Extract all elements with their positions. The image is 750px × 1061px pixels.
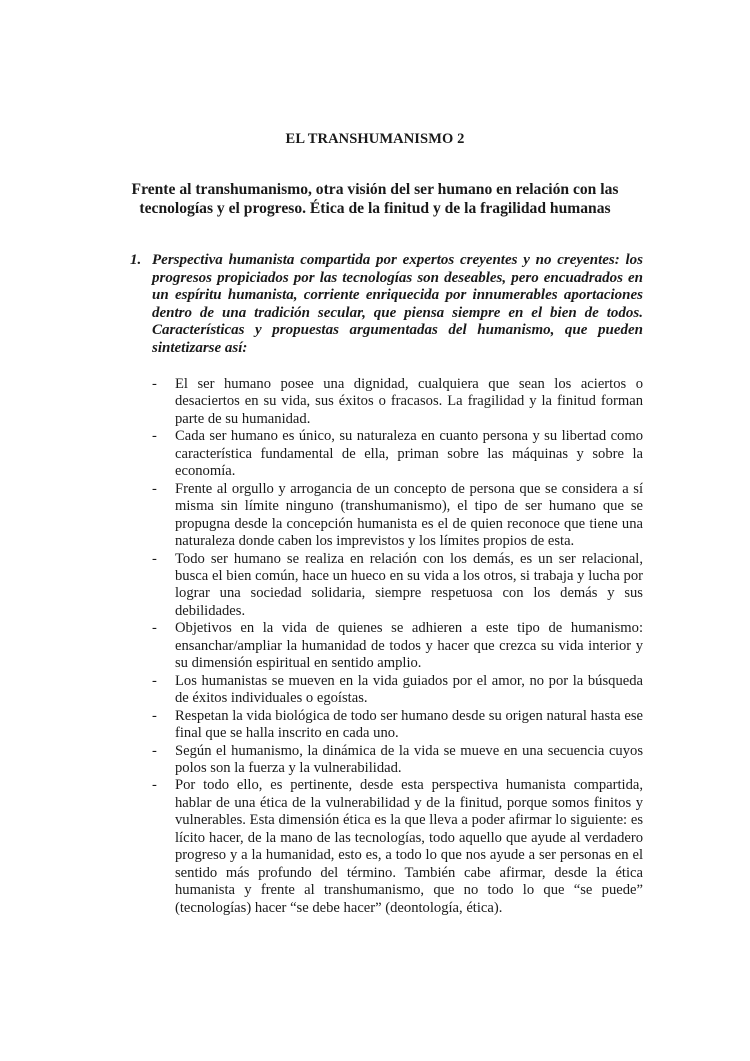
section-heading: Perspectiva humanista compartida por expertos creyentes y no creyentes: los progresos propiciados por las tecnologías son deseables, pero encuadrados en un espíritu humanista, corriente enriquecida por innumerables aportaciones dentro de una tradición secular, que piensa siempre en el bien de todos. Características y propuestas argumentadas del humanismo, que pueden sintetizarse así:: [152, 252, 643, 356]
document-title: EL TRANSHUMANISMO 2: [285, 131, 465, 147]
list-item: [152, 551, 643, 621]
bullet-dash-icon: -: [152, 480, 157, 497]
list-item: [152, 777, 643, 917]
bullet-text: Por todo ello, es pertinente, desde esta perspectiva humanista compartida, hablar de una ética de la vulnerabilidad y de la finitud, porque somos finitos y vulnerables. Esta dimensión ética es la que lleva a poder afirmar lo siguiente: es lícito hacer, de la mano de las tecnologías, todo aquello que ayude al verdadero progreso y a la humanidad, esto es, a todo lo que nos ayude a ser personas en el sentido más profundo del término. También cabe afirmar, desde la ética humanista y frente al transhumanismo, que no todo lo que “se puede” (tecnologías) hacer “se debe hacer” (deontología, ética).: [175, 777, 643, 916]
bullet-text: Cada ser humano es único, su naturaleza en cuanto persona y su libertad como característica fundamental de ella, priman sobre las máquinas y sobre la economía.: [175, 428, 643, 480]
bullet-dash-icon: -: [152, 672, 157, 689]
list-item: [152, 673, 643, 708]
bullet-text: Los humanistas se mueven en la vida guiados por el amor, no por la búsqueda de éxitos individuales o egoístas.: [175, 672, 643, 707]
bullet-text: Según el humanismo, la dinámica de la vida se mueve en una secuencia cuyos polos son la fuerza y la vulnerabilidad.: [175, 742, 643, 776]
bullet-dash-icon: -: [152, 742, 157, 759]
bullet-dash-icon: -: [152, 707, 157, 724]
list-item: [152, 481, 643, 551]
bullet-text: Respetan la vida biológica de todo ser humano desde su origen natural hasta ese final que se halla inscrito en cada uno.: [175, 707, 643, 742]
bullet-text: Frente al orgullo y arrogancia de un concepto de persona que se considera a sí misma sin límite ninguno (transhumanismo), el tipo de ser humano que se propugna desde la concepción humanista es el de quien reconoce que tiene una naturaleza donde caben los imprevistos y los límites propios de esta.: [175, 480, 643, 550]
document-subtitle: Frente al transhumanismo, otra visión del ser humano en relación con las tecnologías y el progreso. Ética de la finitud y de la fragilidad humanas: [131, 181, 619, 217]
bullet-dash-icon: -: [152, 620, 157, 637]
bullet-dash-icon: -: [152, 428, 157, 445]
bullet-list: [152, 376, 643, 917]
list-item: [152, 708, 643, 743]
list-item: [152, 376, 643, 428]
bullet-text: Objetivos en la vida de quienes se adhieren a este tipo de humanismo: ensanchar/ampliar la humanidad de todos y hacer que crezca su vida interior y su dimensión espiritual en sentido amplio.: [175, 620, 643, 672]
list-item: [152, 620, 643, 672]
bullet-dash-icon: -: [152, 777, 157, 794]
list-item: [152, 743, 643, 778]
bullet-dash-icon: -: [152, 550, 157, 567]
bullet-text: El ser humano posee una dignidad, cualquiera que sean los aciertos o desaciertos en su vida, sus éxitos o fracasos. La fragilidad y la finitud forman parte de su humanidad.: [175, 376, 643, 427]
bullet-text: Todo ser humano se realiza en relación con los demás, es un ser relacional, busca el bien común, hace un hueco en su vida a los otros, si trabaja y lucha por lograr una sociedad solidaria, siempre respetuosa con los demás y sus debilidades.: [175, 550, 643, 619]
section-1: [130, 252, 643, 358]
bullet-dash-icon: -: [152, 376, 157, 392]
section-number: 1.: [130, 252, 142, 268]
list-item: [152, 428, 643, 480]
